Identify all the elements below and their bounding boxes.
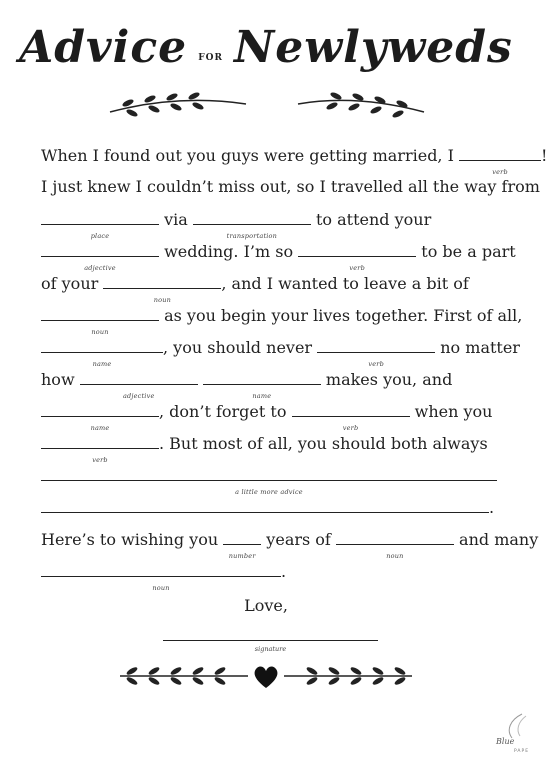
story-line [41,274,469,304]
top-right-laurel-icon [296,92,426,118]
story-text: . But most of all, you should both always [159,434,488,453]
story-text: , and I wanted to leave a bit of [221,274,469,293]
blank-hint: verb [342,424,359,432]
blank-hint: number [228,552,256,560]
blank-hint: noun [152,584,170,592]
story-line [41,370,453,400]
blank-hint: noun [91,328,109,336]
story-text: years of [261,530,336,549]
blank-hint: noun [153,296,171,304]
story-text: makes you, and [320,370,453,389]
fill-in-blank[interactable] [41,210,159,240]
story-line [41,242,516,272]
story-text: When I found out you guys were getting married, I [41,146,460,165]
fill-in-blank[interactable] [203,370,321,400]
story-text: to be a part [416,242,516,261]
story-line [41,178,540,196]
fill-in-blank[interactable] [459,146,541,176]
story-text: Here’s to wishing you [41,530,224,549]
story-line [41,434,488,464]
blank-hint: name [252,392,272,400]
story-text: , you should never [163,338,318,357]
blank-hint: adjective [122,392,155,400]
blank-hint: name [90,424,110,432]
logo-text-2: PAPE [514,749,530,754]
story-line [41,498,494,517]
story-line [41,338,520,368]
title-newlyweds: Newlyweds [234,22,513,73]
top-left-laurel-icon [108,92,248,118]
blank-hint: verb [368,360,384,368]
title-advice: Advice [19,22,188,73]
story-line [41,306,523,336]
fill-in-blank[interactable] [336,530,454,560]
fill-in-blank[interactable] [41,338,163,368]
fill-in-blank[interactable] [41,498,489,513]
story-text: to attend your [310,210,432,229]
fill-in-blank[interactable] [41,466,497,496]
fill-in-blank[interactable] [223,530,261,560]
fill-in-blank[interactable] [41,242,159,272]
fill-in-blank[interactable] [41,562,281,592]
fill-in-blank[interactable] [41,402,159,432]
story-text: . [281,562,287,581]
story-line [41,210,432,240]
story-text: . [489,498,495,517]
story-line [41,466,497,496]
bottom-left-laurel-icon [118,664,250,688]
blank-hint: adjective [84,264,116,272]
blank-hint: a little more advice [235,488,303,496]
blank-hint: transportation [226,232,278,240]
fill-in-blank[interactable] [41,434,159,464]
fill-in-blank[interactable] [298,242,416,272]
heart-icon [252,664,280,690]
brand-logo [492,712,532,754]
story-text: how [41,370,80,389]
logo-text-1: Blue [496,737,515,746]
story-text: I just knew I couldn’t miss out, so I travelled all the way from [41,177,540,196]
story-text: no matter [435,338,520,357]
blank-hint: name [92,360,112,368]
title-for: FOR [198,52,223,63]
story-text: ! [541,146,547,165]
fill-in-blank[interactable] [292,402,410,432]
fill-in-blank[interactable] [103,274,221,304]
signature-line[interactable] [163,640,378,641]
page-title [0,22,532,92]
story-line [41,402,493,432]
blank-hint: verb [492,168,508,176]
blank-hint: verb [92,456,108,464]
closing-love: Love, [244,596,288,615]
story-text: when you [409,402,493,421]
blank-hint: place [90,232,110,240]
story-line [41,562,287,592]
story-text: via [159,210,193,229]
story-text: , don’t forget to [159,402,292,421]
story-line [41,146,547,176]
story-line [41,530,539,560]
bottom-right-laurel-icon [282,664,414,688]
fill-in-blank[interactable] [80,370,198,400]
story-text: and many [453,530,539,549]
blank-hint: verb [349,264,365,272]
fill-in-blank[interactable] [193,210,311,240]
signature-hint: signature [254,645,287,653]
story-text: wedding. I’m so [159,242,299,261]
fill-in-blank[interactable] [41,306,159,336]
fill-in-blank[interactable] [317,338,435,368]
story-text: of your [41,274,104,293]
blank-hint: noun [386,552,404,560]
story-text: as you begin your lives together. First of all, [159,306,523,325]
